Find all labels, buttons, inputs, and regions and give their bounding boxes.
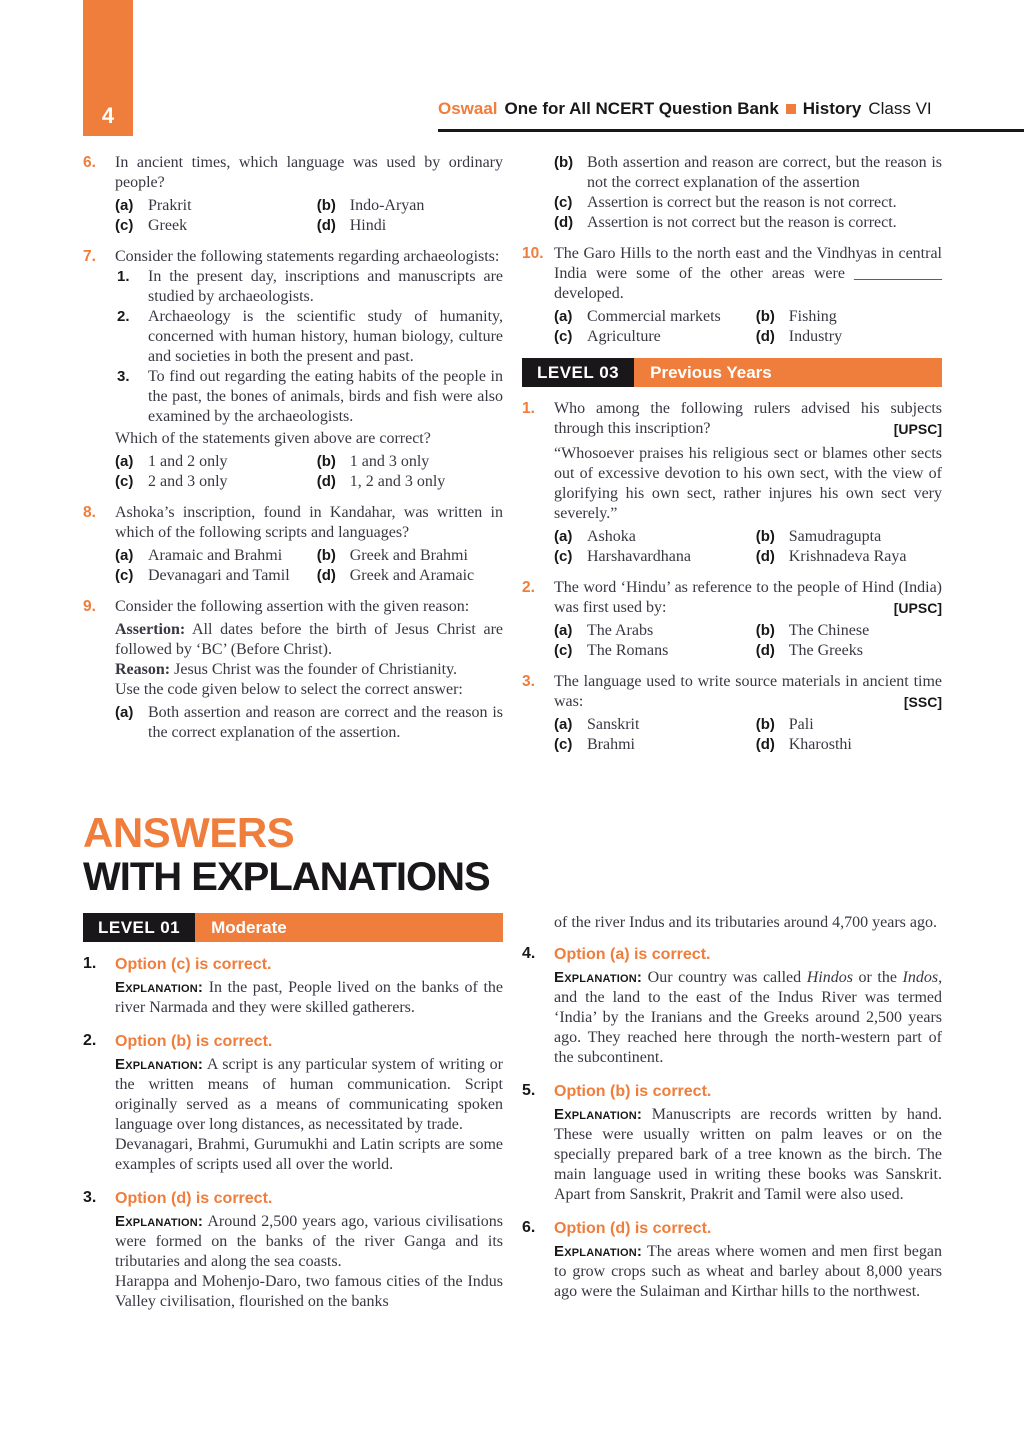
option (756, 641, 942, 661)
explanation-label: Explanation: (115, 1213, 204, 1230)
question-followup: Which of the statements given above are correct? (115, 430, 431, 447)
explanation-label: Explanation: (554, 1243, 643, 1260)
option (554, 307, 756, 327)
explanation-label: Explanation: (115, 1056, 204, 1073)
explanation-paragraph: Harappa and Mohenjo-Daro, two famous cities of the Indus Valley civilisation, flourished on the banks (115, 1273, 503, 1310)
page-number: 4 (101, 103, 115, 128)
option (317, 196, 503, 216)
option (115, 566, 317, 586)
question-number: 6. (83, 154, 96, 171)
question-number: 1. (522, 400, 535, 417)
question-8 (83, 503, 503, 586)
reason-text: Jesus Christ was the founder of Christianity. (174, 661, 458, 678)
answer-number: 5. (522, 1082, 536, 1099)
option (756, 735, 942, 755)
option-label: (b) (755, 528, 775, 545)
question-9 (83, 597, 503, 743)
option-text: Devanagari and Tamil (148, 567, 290, 584)
option-label: (b) (316, 547, 336, 564)
option-label: (d) (554, 214, 574, 231)
option-text: Hindi (349, 217, 387, 234)
statement-number: 2. (117, 308, 130, 325)
option-label: (b) (316, 197, 336, 214)
prev-years-question-1 (522, 399, 942, 567)
level-label: LEVEL 03 (522, 358, 634, 387)
options (554, 621, 942, 661)
reason-label: Reason: (115, 661, 171, 678)
answers-left-column (83, 913, 503, 1325)
option-text: Prakrit (148, 197, 192, 214)
options (554, 307, 942, 347)
option-label: (c) (115, 473, 134, 490)
question-number: 7. (83, 248, 96, 265)
answer-verdict: Option (d) is correct. (554, 1220, 712, 1237)
exam-tag: [UPSC] (893, 421, 942, 437)
option-label: (c) (554, 548, 573, 565)
question-number: 10. (522, 245, 544, 262)
answers-heading-line2: WITH EXPLANATIONS (83, 855, 490, 899)
question-text-row (554, 672, 942, 712)
explanation (554, 1105, 942, 1205)
option (756, 527, 942, 547)
explanation-text-italic: Indos (902, 969, 939, 986)
option-label: (b) (755, 716, 775, 733)
option (554, 193, 942, 213)
option (554, 213, 942, 233)
options (115, 196, 503, 236)
answers-section (83, 913, 941, 1325)
option (554, 735, 756, 755)
question-text: Ashoka’s inscription, found in Kandahar, was written in which of the following scripts and languages? (115, 504, 503, 541)
answers-heading-line1: ANSWERS (83, 809, 295, 856)
option-label: (a) (115, 197, 134, 214)
answer-verdict: Option (b) is correct. (115, 1033, 273, 1050)
option-label: (a) (554, 308, 573, 325)
question-7 (83, 247, 503, 492)
option-text: Krishnadeva Raya (788, 548, 907, 565)
option-text: Brahmi (587, 736, 635, 753)
question-10 (522, 244, 942, 347)
option-label: (a) (115, 704, 134, 721)
option-text: 2 and 3 only (148, 473, 228, 490)
option-label: (c) (115, 567, 134, 584)
option-label: (d) (316, 567, 336, 584)
question-9-continued-options (522, 153, 942, 233)
header-rule (438, 129, 1024, 132)
option-label: (a) (115, 453, 134, 470)
explanation-label: Explanation: (554, 969, 643, 986)
question-text: The language used to write source materials in ancient time was: (554, 673, 942, 710)
question-text: The Garo Hills to the north east and the Vindhyas in central India were some of the other areas were ___________ developed. (554, 245, 942, 302)
option-label: (d) (316, 217, 336, 234)
option-label: (c) (554, 736, 573, 753)
option-label: (d) (755, 548, 775, 565)
option-label: (c) (554, 194, 573, 211)
explanation-text-italic: Hindos (806, 969, 853, 986)
option (115, 472, 317, 492)
answer-verdict: Option (d) is correct. (115, 1190, 273, 1207)
option-text: The Chinese (788, 622, 870, 639)
answer-number: 6. (522, 1219, 536, 1236)
question-text-row (554, 399, 942, 439)
option-text: Samudragupta (788, 528, 882, 545)
question-number: 9. (83, 598, 96, 615)
options (115, 546, 503, 586)
prev-years-question-2 (522, 578, 942, 661)
explanation-label: Explanation: (115, 979, 204, 996)
statement-1 (115, 267, 503, 307)
option-text: Both assertion and reason are correct, but the reason is not the correct explanation of the assertion (587, 154, 942, 191)
explanation (115, 1212, 503, 1272)
statement-text: Archaeology is the scientific study of humanity, concerned with human history, human biology, culture and societies in both the present and past. (148, 308, 503, 365)
explanation-text: Our country was called (647, 969, 802, 986)
level-label: LEVEL 01 (83, 913, 195, 942)
questions-left-column (83, 153, 503, 754)
option (317, 472, 503, 492)
answer-number: 3. (83, 1189, 97, 1206)
option-label: (c) (554, 328, 573, 345)
option-label: (c) (554, 642, 573, 659)
option (115, 703, 503, 743)
level-title: Moderate (195, 913, 503, 942)
question-number: 2. (522, 579, 535, 596)
answer-3-continuation: of the river Indus and its tributaries around 4,700 years ago. (554, 914, 938, 931)
option-text: Fishing (788, 308, 837, 325)
option (115, 452, 317, 472)
statement-number: 1. (117, 268, 130, 285)
answers-right-column (522, 913, 942, 1315)
option-text: Greek (148, 217, 188, 234)
statement-number: 3. (117, 368, 130, 385)
option-label: (a) (115, 547, 134, 564)
option-text: Sanskrit (587, 716, 640, 733)
option (756, 621, 942, 641)
question-text: Consider the following assertion with the given reason: (115, 598, 470, 615)
answer-number: 4. (522, 945, 536, 962)
statement-text: In the present day, inscriptions and manuscripts are studied by archaeologists. (148, 268, 503, 305)
level-03-bar (522, 358, 942, 387)
page-content (83, 153, 941, 1325)
option-text: Assertion is not correct but the reason is correct. (587, 214, 897, 231)
answer-1 (83, 954, 503, 1018)
explanation-text: In the past, People lived on the banks of the river Narmada and they were skilled gatherers. (115, 979, 504, 1016)
option-text: 1 and 2 only (148, 453, 228, 470)
option (317, 452, 503, 472)
option (756, 547, 942, 567)
option-text: Greek and Brahmi (349, 547, 468, 564)
answer-verdict: Option (c) is correct. (115, 956, 272, 973)
option (554, 715, 756, 735)
statement-3 (115, 367, 503, 427)
statement-2 (115, 307, 503, 367)
reason-line (115, 660, 503, 680)
class-label: Class VI (868, 99, 932, 118)
option (115, 546, 317, 566)
option-text: 1 and 3 only (349, 453, 430, 470)
option-text: Aramaic and Brahmi (148, 547, 283, 564)
answer-5 (522, 1081, 942, 1205)
option-label: (a) (554, 716, 573, 733)
explanation-text: Manuscripts are records written by hand. These were usually written on palm leaves or on the specially prepared bark of a tree known as the birch. The main language used in writing these books was Sanskrit. Apart from Sanskrit, Prakrit and Tamil were also used. (554, 1106, 943, 1203)
answer-number: 2. (83, 1032, 97, 1049)
option (554, 621, 756, 641)
option-text: Pali (788, 716, 814, 733)
option-label: (d) (755, 736, 775, 753)
assertion-text: All dates before the birth of Jesus Christ are followed by ‘BC’ (Before Christ). (115, 621, 503, 658)
option-text: Harshavardhana (587, 548, 691, 565)
option-text: Kharosthi (788, 736, 852, 753)
option-text: The Greeks (788, 642, 863, 659)
level-01-bar (83, 913, 503, 942)
assertion-label: Assertion: (115, 621, 186, 638)
question-number: 8. (83, 504, 96, 521)
explanation (554, 1242, 942, 1302)
explanation (554, 968, 942, 1068)
explanation (115, 978, 503, 1018)
running-header (438, 99, 932, 119)
explanation-text: The areas where women and men first began to grow crops such as wheat and barley about 8,000 years ago were the Sulaiman and Kirthar hills to the northwest. (554, 1243, 942, 1300)
option (756, 715, 942, 735)
question-text: Consider the following statements regarding archaeologists: (115, 248, 500, 265)
options (554, 715, 942, 755)
question-text: Who among the following rulers advised his subjects through this inscription? (554, 400, 942, 437)
option (554, 547, 756, 567)
option (317, 216, 503, 236)
option-label: (b) (755, 622, 775, 639)
book-title: One for All NCERT Question Bank (504, 99, 779, 118)
option-text: Indo-Aryan (349, 197, 425, 214)
brand-name: Oswaal (438, 99, 498, 118)
answer-3 (83, 1188, 503, 1312)
question-number: 3. (522, 673, 535, 690)
options (554, 527, 942, 567)
prev-years-question-3 (522, 672, 942, 755)
question-text: The word ‘Hindu’ as reference to the people of Hind (India) was first used by: (554, 579, 942, 616)
option-label: (d) (316, 473, 336, 490)
option-text: Both assertion and reason are correct and the reason is the correct explanation of the assertion. (148, 704, 503, 741)
exam-tag: [SSC] (903, 694, 942, 710)
options (115, 452, 503, 492)
statement-text: To find out regarding the eating habits of the people in the past, the bones of animals, birds and fish were also examined by the archaeologists. (148, 368, 503, 425)
explanation-text: A script is any particular system of writing or the written means of human communication. Script originally served as a means of communicating spoken language over long distances, as necessitated by trade. (115, 1056, 504, 1133)
option-text: The Romans (587, 642, 669, 659)
option (554, 153, 942, 193)
option (554, 527, 756, 547)
option-text: Industry (788, 328, 843, 345)
answers-heading (83, 810, 941, 899)
option (554, 327, 756, 347)
option-label: (a) (554, 528, 573, 545)
explanation-text: Around 2,500 years ago, various civilisations were formed on the banks of the river Ganga and its tributaries and along the sea coasts. (115, 1213, 503, 1270)
option-label: (d) (755, 328, 775, 345)
separator-square-icon (786, 104, 796, 114)
question-text: In ancient times, which language was used by ordinary people? (115, 154, 503, 191)
questions-right-column (522, 153, 942, 766)
option-text: Ashoka (587, 528, 636, 545)
option-label: (d) (755, 642, 775, 659)
option-text: 1, 2 and 3 only (349, 473, 446, 490)
option-label: (a) (554, 622, 573, 639)
option-label: (b) (755, 308, 775, 325)
explanation-label: Explanation: (554, 1106, 643, 1123)
question-text-row (554, 578, 942, 618)
option (554, 641, 756, 661)
option-text: Assertion is correct but the reason is not correct. (587, 194, 897, 211)
answer-6 (522, 1218, 942, 1302)
option-text: Greek and Aramaic (349, 567, 475, 584)
explanation-paragraph: Devanagari, Brahmi, Gurumukhi and Latin scripts are some examples of scripts used all over the world. (115, 1136, 503, 1173)
code-line: Use the code given below to select the correct answer: (115, 681, 463, 698)
answer-4 (522, 944, 942, 1068)
assertion-line (115, 620, 503, 660)
question-6 (83, 153, 503, 236)
explanation (115, 1055, 503, 1135)
explanation-text: , and the land to the east of the Indus River was termed ‘India’ by the Iranians and the Greeks around 2,500 years ago. They reached here through the north-western part of the subcontinent. (554, 969, 943, 1066)
inscription-quote: “Whosoever praises his religious sect or blames other sects out of excessive devotion to his own sect, with the view of glorifying his own sect, rather injures his own sect very severely.” (554, 445, 942, 522)
option (115, 196, 317, 216)
option (317, 546, 503, 566)
option-label: (b) (554, 154, 574, 171)
answer-verdict: Option (a) is correct. (554, 946, 711, 963)
option (756, 327, 942, 347)
option-label: (c) (115, 217, 134, 234)
explanation-text: or the (858, 969, 897, 986)
answer-verdict: Option (b) is correct. (554, 1083, 712, 1100)
option (756, 307, 942, 327)
option-text: Agriculture (587, 328, 661, 345)
option-label: (b) (316, 453, 336, 470)
answer-2 (83, 1031, 503, 1175)
option (115, 216, 317, 236)
page-number-box (83, 0, 133, 136)
subject-name: History (802, 99, 862, 118)
level-title: Previous Years (634, 358, 942, 387)
option-text: Commercial markets (587, 308, 721, 325)
questions-section (83, 153, 941, 766)
option (317, 566, 503, 586)
option-text: The Arabs (587, 622, 654, 639)
exam-tag: [UPSC] (893, 600, 942, 616)
answer-number: 1. (83, 955, 97, 972)
